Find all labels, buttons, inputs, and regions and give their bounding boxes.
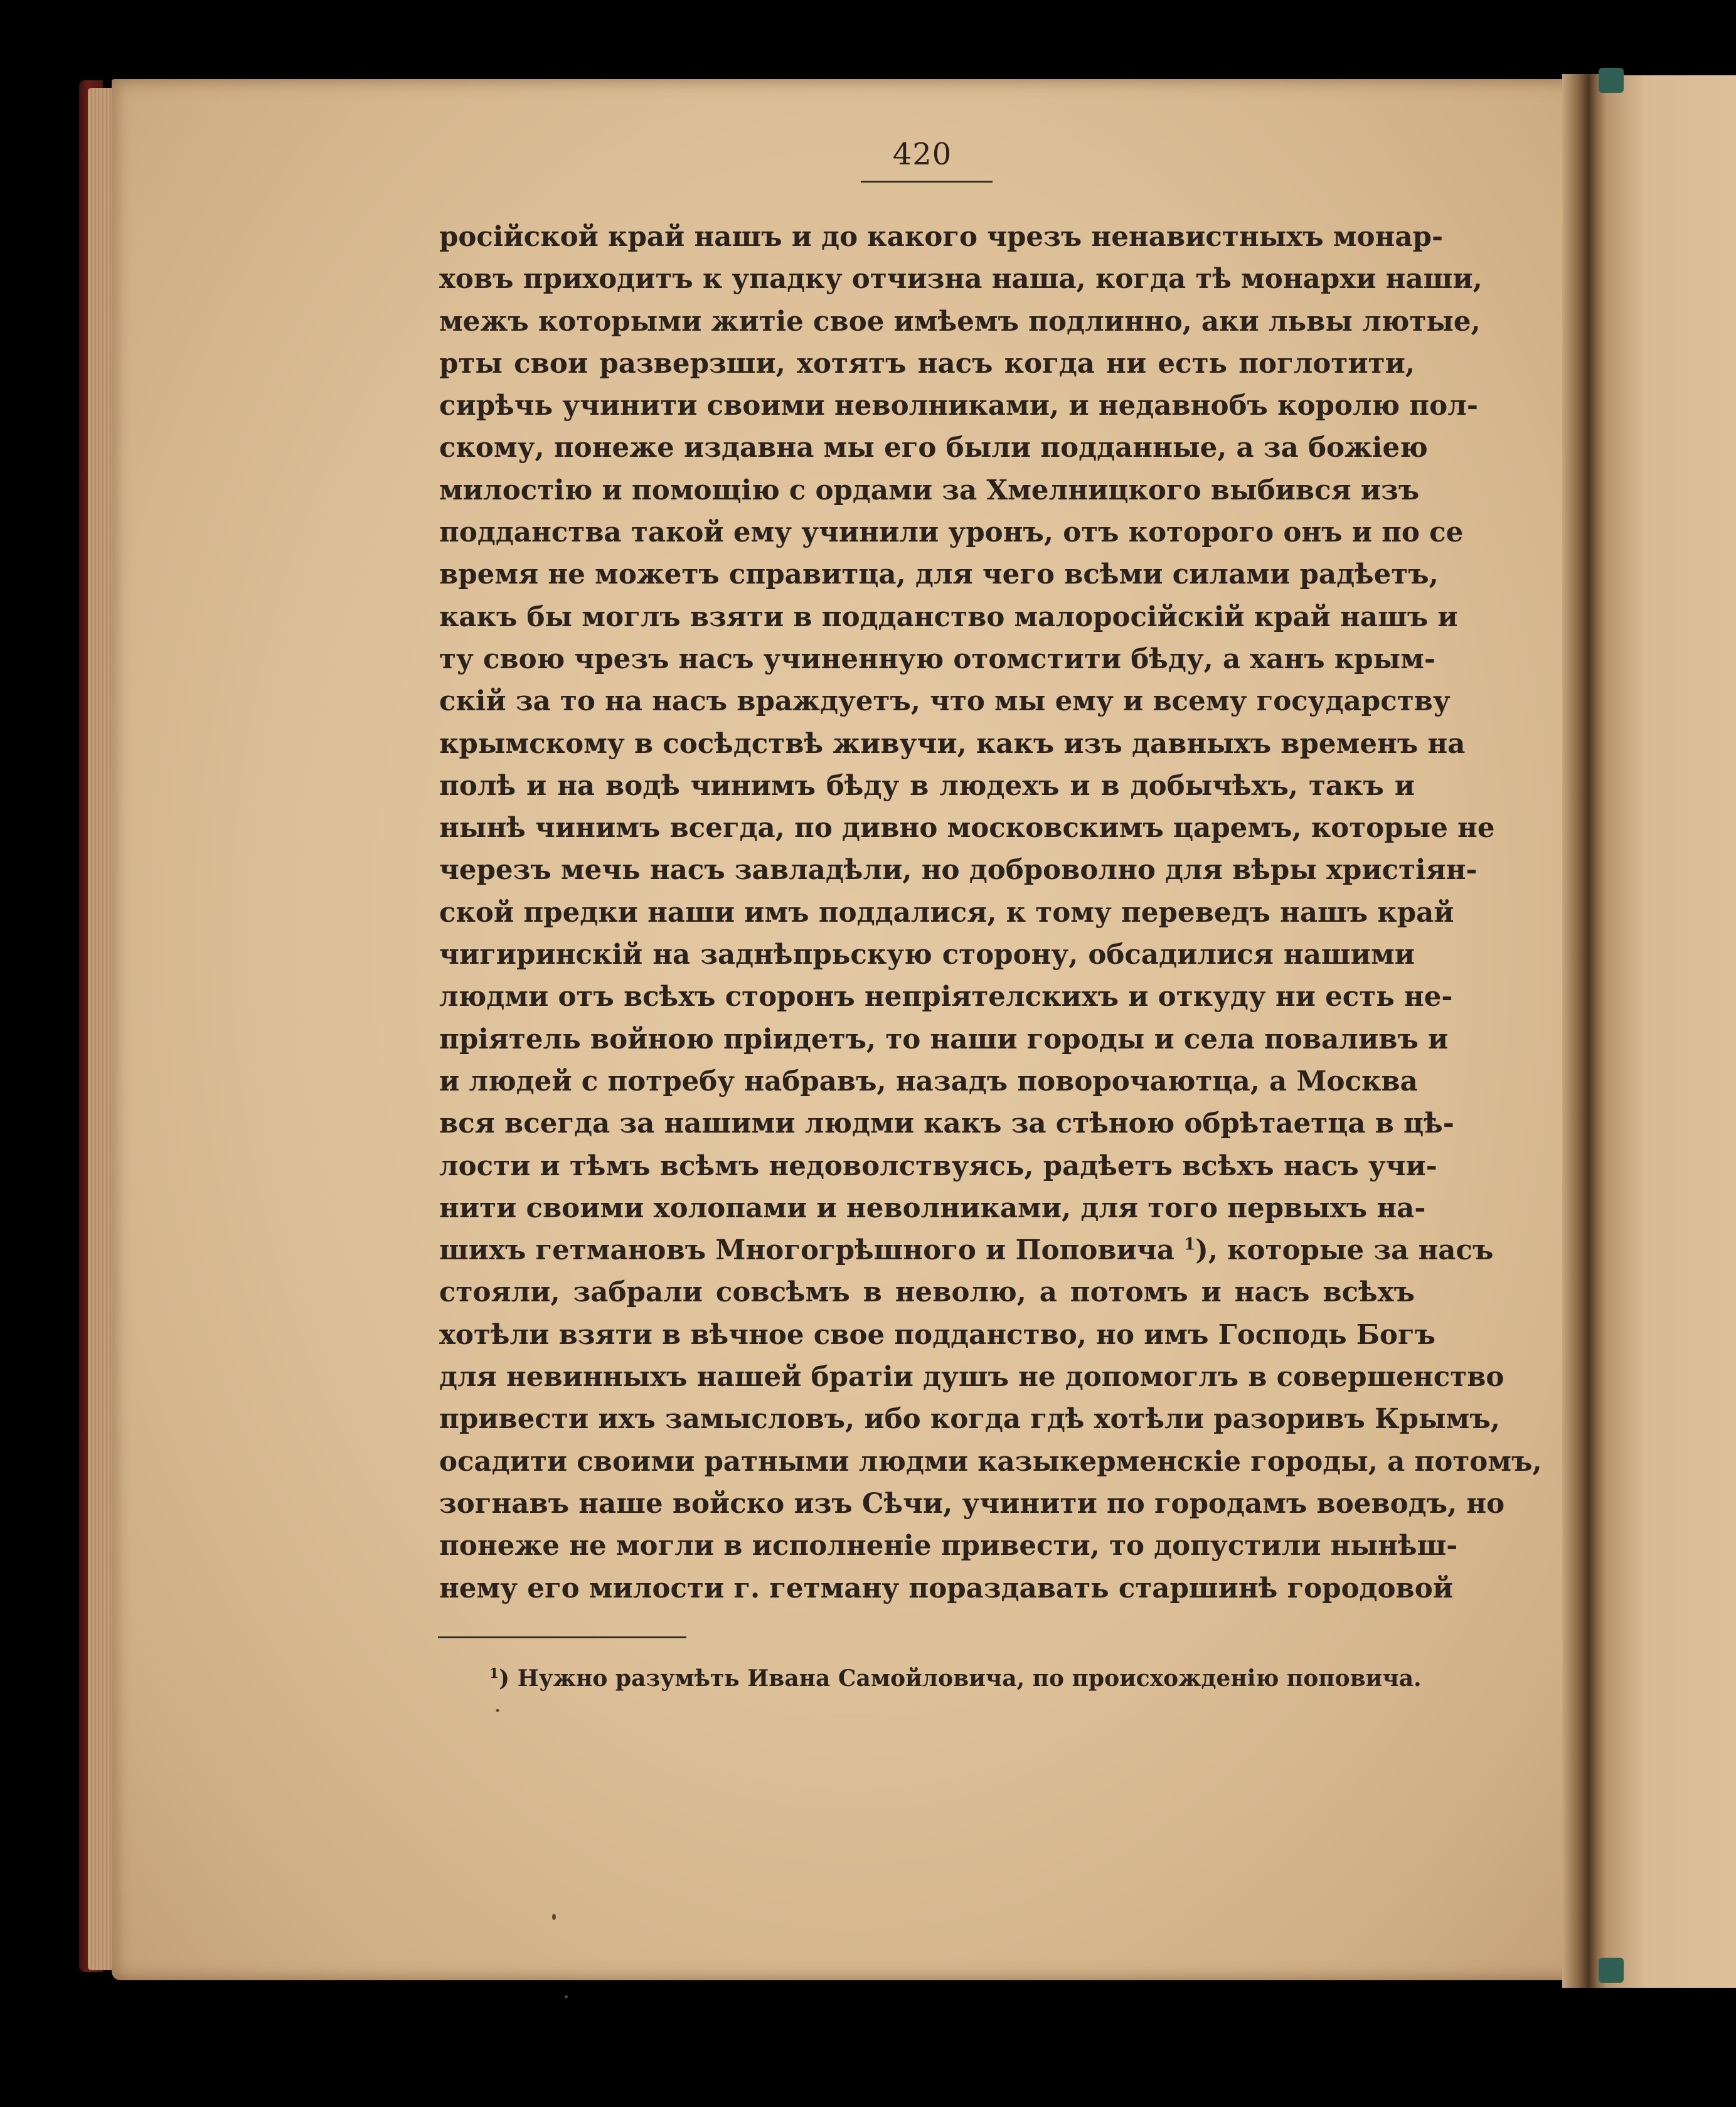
text-line: стояли, забрали совсѣмъ в неволю, а потомъ и насъ всѣхъ — [439, 1276, 1415, 1309]
text-line: прiятель войною прiидетъ, то наши городы и села поваливъ и — [439, 1023, 1449, 1055]
text-line: людми отъ всѣхъ сторонъ непрiятелскихъ и откуду ни есть не- — [439, 981, 1453, 1013]
footnote — [489, 1663, 1422, 1694]
text-line: лости и тѣмъ всѣмъ недоволствуясь, радѣетъ всѣхъ насъ учи- — [439, 1150, 1437, 1182]
page-number-rule — [861, 181, 993, 183]
paper-speck — [552, 1914, 556, 1920]
text-line: милостiю и помощiю с ордами за Хмелницкого выбився изъ — [439, 474, 1420, 506]
paper-speck — [496, 1709, 499, 1712]
text-line: нити своими холопами и неволниками, для того первыхъ на- — [439, 1192, 1426, 1224]
spine-ribbon-bottom — [1599, 1958, 1624, 1983]
book-gutter — [1562, 74, 1606, 1988]
text-line: время не можетъ справитца, для чего всѣми силами радѣетъ, — [439, 558, 1439, 591]
text-line: крымскому в сосѣдствѣ живучи, какъ изъ давныхъ временъ на — [439, 727, 1466, 760]
body-text — [439, 216, 1542, 1609]
text-line-with-footnote-ref — [439, 1229, 1494, 1271]
footnote-mark: 1 — [489, 1666, 499, 1682]
text-line: зогнавъ наше войско изъ Сѣчи, учинити по городамъ воеводъ, но — [439, 1487, 1505, 1520]
text-line: нынѣ чинимъ всегда, по дивно московскимъ царемъ, которые не — [439, 812, 1495, 845]
text-line: скому, понеже издавна мы его были подданные, а за божiею — [439, 432, 1428, 464]
text-line: понеже не могли в исполненiе привести, то допустили нынѣш- — [439, 1530, 1458, 1562]
text-line: вся всегда за нашими людми какъ за стѣною обрѣтаетца в цѣ- — [439, 1107, 1454, 1140]
page-number: 420 — [892, 137, 952, 172]
text-line: хотѣли взяти в вѣчное свое подданство, но имъ Господь Богъ — [439, 1318, 1435, 1351]
text-line: скiй за то на насъ враждуетъ, что мы ему и всему государству — [439, 685, 1451, 718]
text-line: межъ которыми житiе свое имѣемъ подлинно, аки львы лютые, — [439, 305, 1481, 338]
text-line: черезъ мечь насъ завладѣли, но доброволно для вѣры христiян- — [439, 854, 1478, 887]
text-line: ховъ приходитъ к упадку отчизна наша, когда тѣ монархи наши, — [439, 263, 1483, 296]
text-line: рты свои разверзши, хотятъ насъ когда ни есть поглотити, — [439, 347, 1415, 380]
text-line: привести ихъ замысловъ, ибо когда гдѣ хотѣли разоривъ Крымъ, — [439, 1403, 1500, 1436]
text-line-end: ), которые за насъ — [1195, 1234, 1494, 1267]
text-line: какъ бы моглъ взяти в подданство малоросiйскiй край нашъ и — [439, 600, 1458, 633]
text-line-start: шихъ гетмановъ Многогрѣшного и Поповича — [439, 1234, 1174, 1267]
footnote-text: ) Нужно разумѣть Ивана Самойловича, по происхожденiю поповича. — [499, 1665, 1422, 1692]
text-line: осадити своими ратными людми казыкерменскiе городы, а потомъ, — [439, 1445, 1542, 1478]
facing-page-edge — [1606, 75, 1736, 1988]
text-line: ской предки наши имъ поддалися, к тому переведъ нашъ край — [439, 896, 1454, 929]
text-line: подданства такой ему учинили уронъ, отъ которого онъ и по се — [439, 516, 1464, 549]
text-line: ту свою чрезъ насъ учиненную отомстити бѣду, а ханъ крым- — [439, 643, 1436, 675]
text-line: чигиринскiй на заднѣпрьскую сторону, обсадилися нашими — [439, 939, 1415, 971]
footnote-rule — [438, 1636, 686, 1638]
text-line: росiйской край нашъ и до какого чрезъ ненавистныхъ монар- — [439, 221, 1444, 253]
footnote-reference: 1 — [1184, 1234, 1196, 1254]
paper-speck — [565, 1995, 568, 1998]
text-line: и людей с потребу набравъ, назадъ поворочаютца, а Москва — [439, 1065, 1418, 1097]
text-line: полѣ и на водѣ чинимъ бѣду в людехъ и в добычѣхъ, такъ и — [439, 769, 1415, 802]
text-line: нему его милости г. гетману пораздавать старшинѣ городовой — [439, 1572, 1454, 1604]
spine-ribbon-top — [1599, 68, 1624, 93]
text-line: сирѣчь учинити своими неволниками, и недавнобъ королю пол- — [439, 390, 1478, 422]
text-line: для невинныхъ нашей братiи душъ не допомоглъ в совершенство — [439, 1361, 1504, 1394]
